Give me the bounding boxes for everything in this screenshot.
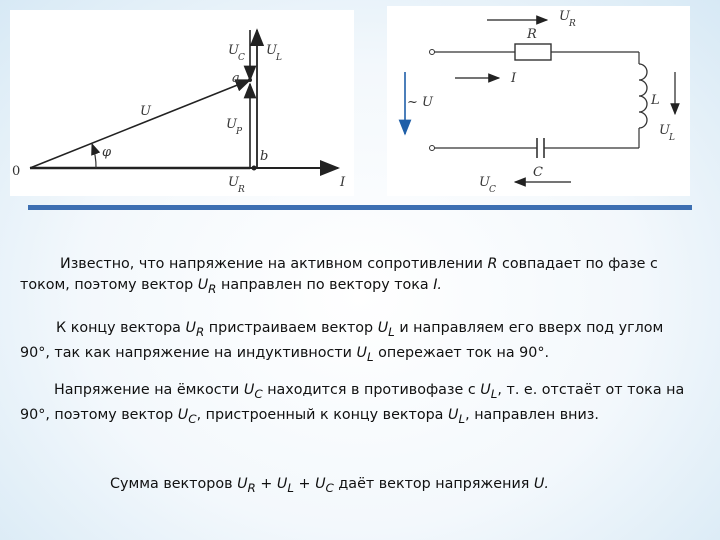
phi-label: φ — [102, 145, 112, 160]
p4-text-b: даёт вектор напряжения — [338, 476, 530, 492]
p4-text-a: Сумма векторов — [110, 476, 233, 492]
p1-i: I. — [433, 277, 442, 293]
p4-ul-sub: L — [287, 480, 294, 495]
source-label: ~ U — [407, 95, 433, 110]
voltage-vector-u — [30, 80, 250, 168]
p4-ur: U — [237, 476, 248, 492]
p3-uc2-sub: C — [188, 411, 197, 426]
p4-plus-1: + — [260, 476, 273, 492]
divider-bar — [28, 205, 692, 210]
ul-sub: L — [276, 53, 282, 63]
p3-ul2-sub: L — [458, 411, 466, 426]
p3-uc2: U — [177, 406, 189, 423]
p2-ul: U — [377, 320, 389, 336]
p4-uc: U — [315, 476, 326, 492]
point-b — [252, 166, 257, 171]
p4-ul: U — [276, 476, 288, 492]
paragraph-1 — [20, 254, 690, 300]
l-label: L — [651, 93, 660, 108]
point-a — [248, 78, 252, 82]
p1-text-a: Известно, что напряжение на активном сопротивлении — [60, 256, 483, 272]
ur-sub: R — [569, 19, 576, 29]
uc-sub: C — [489, 185, 496, 195]
p2-text-a: К концу вектора — [56, 320, 181, 336]
origin-label: 0 — [12, 164, 21, 179]
vector-diagram — [10, 10, 354, 196]
p3-text-b: находится в противофазе с — [267, 382, 476, 398]
p4-uc-sub: C — [325, 480, 334, 495]
ur-label: U — [228, 175, 239, 190]
p2-text-b: пристраиваем вектор — [208, 320, 374, 336]
ur-sub: R — [238, 185, 245, 195]
ur-label: U — [559, 9, 570, 24]
up-sub: P — [236, 127, 243, 137]
p2-text-d: опережает ток на 90°. — [378, 344, 550, 361]
resistor — [515, 44, 551, 60]
up-label: U — [226, 117, 237, 132]
inductor — [639, 64, 647, 128]
ul-label: U — [266, 43, 277, 58]
p1-r: R — [487, 256, 498, 272]
paragraph-2 — [20, 318, 690, 368]
a-label: a — [232, 71, 240, 86]
phasor-diagram-svg — [10, 10, 354, 196]
p2-ul2-sub: L — [366, 349, 374, 364]
rlc-circuit-svg — [387, 6, 690, 196]
phi-arc — [92, 144, 96, 168]
paragraph-3 — [20, 380, 690, 430]
p3-ul-sub: L — [490, 386, 498, 401]
p3-uc-sub: C — [254, 386, 263, 401]
p2-ur-sub: R — [195, 324, 205, 339]
p3-text-c: , т. е. отстаёт от тока на 90°, поэтому вектор — [20, 382, 685, 423]
p3-ul2: U — [448, 406, 459, 423]
p3-text-e: , направлен вниз. — [465, 406, 599, 423]
p4-ur-sub: R — [247, 480, 256, 495]
uc-label: U — [479, 175, 490, 190]
p3-text-d: , пристроенный к концу вектора — [196, 406, 444, 423]
p4-plus-2: + — [298, 476, 311, 492]
i-label: I — [511, 71, 517, 86]
uc-sub: C — [238, 53, 245, 63]
paragraph-4 — [110, 474, 670, 499]
r-label: R — [527, 27, 537, 42]
p1-ur-sub: R — [208, 281, 217, 296]
circuit-diagram — [387, 6, 690, 196]
p2-ul2: U — [356, 344, 367, 361]
p2-text-c: и направляем его вверх под углом 90°, так как напряжение на индуктивности — [20, 320, 664, 361]
p4-u: U. — [533, 476, 549, 492]
p1-text-c: направлен по вектору тока — [221, 277, 429, 293]
ul-label: U — [659, 123, 670, 138]
terminal-bottom — [430, 146, 435, 151]
ul-sub: L — [669, 133, 675, 143]
p3-ul: U — [480, 382, 491, 398]
c-label: C — [533, 165, 543, 180]
p2-ur: U — [185, 320, 196, 336]
p3-uc: U — [243, 382, 255, 398]
u-label: U — [140, 104, 151, 119]
terminal-top — [430, 50, 435, 55]
b-label: b — [260, 149, 269, 164]
i-label: I — [340, 175, 346, 190]
uc-label: U — [228, 43, 239, 58]
p1-ur: U — [197, 277, 209, 293]
p3-text-a: Напряжение на ёмкости — [54, 382, 240, 398]
p2-ul-sub: L — [388, 324, 395, 339]
p1-text-b: совпадает по фазе с током, поэтому вектор — [20, 256, 658, 293]
